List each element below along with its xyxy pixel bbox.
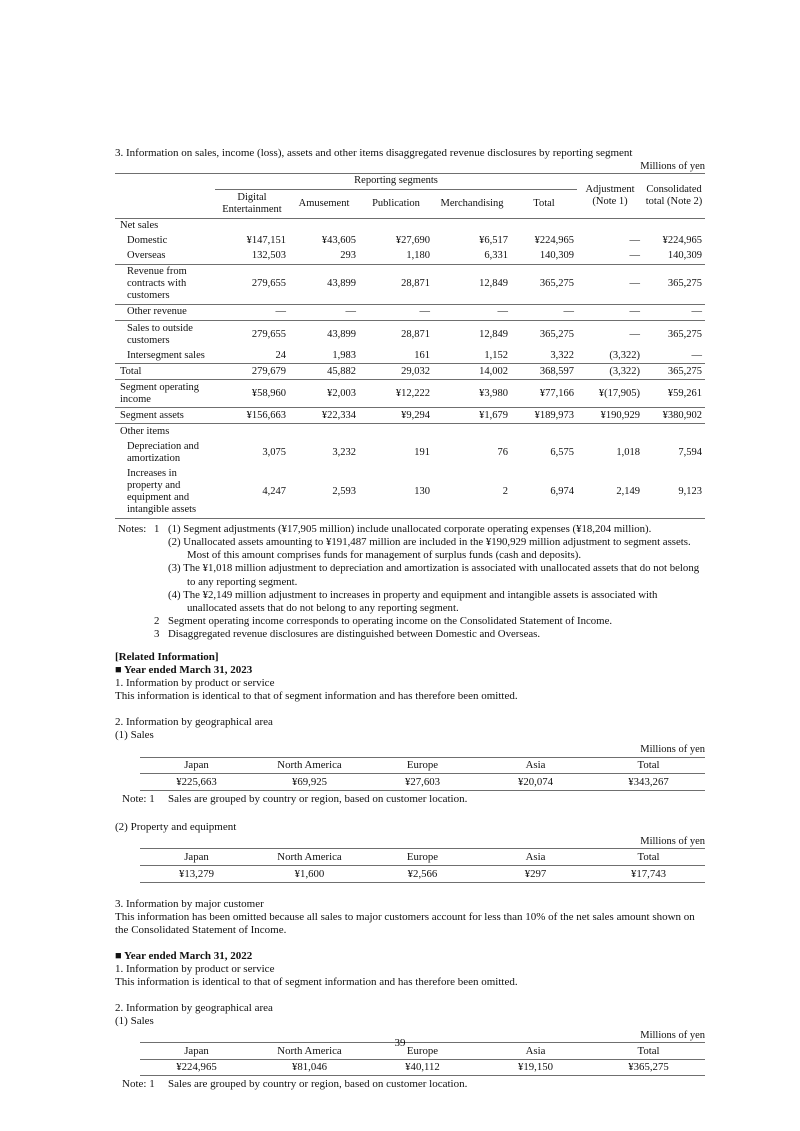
value-cell: 365,275 (643, 264, 705, 304)
value-cell: ¥147,151 (246, 235, 286, 247)
row-label: Segment operating income (115, 380, 215, 408)
geo-value-row (140, 1059, 705, 1076)
corner-cell (115, 174, 215, 218)
value-cell: ¥2,566 (366, 866, 479, 883)
value-cell: — (643, 304, 705, 320)
value-cell: ¥(17,905) (577, 380, 643, 408)
value-cell: ¥365,275 (592, 1059, 705, 1076)
value-cell: 14,002 (433, 364, 511, 380)
table-note (122, 1078, 705, 1091)
table-row-other-items (115, 424, 705, 440)
geo-header-row (140, 757, 705, 774)
column-header-north-america: North America (253, 1043, 366, 1060)
value-cell: 140,309 (643, 249, 705, 265)
table-row-overseas (115, 249, 705, 265)
column-header-europe: Europe (366, 757, 479, 774)
page-number: 39 (394, 1037, 406, 1049)
value-cell: ¥9,294 (359, 408, 433, 424)
fy2022-geographical-heading: 2. Information by geographical area (115, 1001, 273, 1014)
value-cell: 28,871 (401, 328, 430, 340)
value-cell: 365,275 (511, 264, 577, 304)
value-cell: 1,983 (289, 348, 359, 364)
note-text: Sales are grouped by country or region, based on customer location. (168, 793, 468, 806)
value-cell: 2 (433, 467, 511, 519)
fy2023-product-service-body: This information is identical to that of segment information and has therefore been omitted. (115, 690, 518, 703)
value-cell: 279,679 (215, 364, 289, 380)
value-cell: 24 (215, 348, 289, 364)
value-cell: (3,322) (577, 364, 643, 380)
table-row-total (115, 364, 705, 380)
value-cell: 29,032 (359, 364, 433, 380)
table-row-increases-in-property (115, 467, 705, 519)
row-label: Net sales (120, 220, 159, 232)
document-page (115, 147, 705, 1091)
unit-label: Millions of yen (640, 744, 705, 756)
fy2023-property-heading: (2) Property and equipment (115, 821, 237, 834)
column-header-total: Total (592, 849, 705, 866)
value-cell: — (577, 249, 643, 265)
section-title: 3. Information on sales, income (loss), assets and other items disaggregated revenue disclosures by reporting segment (115, 147, 633, 159)
column-header-digital-entertainment: Digital Entertainment (215, 190, 289, 219)
column-header-total: Total (592, 1043, 705, 1060)
value-cell: 1,018 (616, 447, 641, 459)
value-cell: ¥59,261 (643, 380, 705, 408)
fy2022-product-service-body: This information is identical to that of segment information and has therefore been omitted. (115, 975, 518, 988)
note-paragraph: (1) Segment adjustments (¥17,905 million) include unallocated corporate operating expenses (¥18,204 million). (168, 522, 652, 535)
value-cell: 43,899 (327, 328, 356, 340)
column-header-publication: Publication (359, 190, 433, 219)
adjustment-header: Adjustment (Note 1) (577, 174, 643, 218)
column-header-japan: Japan (140, 849, 253, 866)
value-cell: ¥58,960 (215, 380, 289, 408)
value-cell: 130 (359, 467, 433, 519)
note-text: Sales are grouped by country or region, based on customer location. (168, 1078, 468, 1091)
row-label: Intersegment sales (115, 348, 215, 364)
row-label: Depreciation and amortization (127, 441, 200, 465)
value-cell: ¥12,222 (359, 380, 433, 408)
value-cell: — (359, 304, 433, 320)
table-group-header-row (115, 174, 705, 190)
row-label: Total (115, 364, 215, 380)
table-row-net-sales (115, 218, 705, 234)
geo-header-row (140, 849, 705, 866)
value-cell: 9,123 (643, 467, 705, 519)
related-information-section (115, 651, 705, 1091)
value-cell: — (577, 264, 643, 304)
table-row-other-revenue (115, 304, 705, 320)
table-row-intersegment-sales (115, 348, 705, 364)
row-label: Other revenue (115, 304, 215, 320)
notes-block (118, 523, 705, 642)
value-cell: ¥1,600 (253, 866, 366, 883)
note-label: Note: 1 (122, 1078, 155, 1091)
fy2022-heading: ■ Year ended March 31, 2022 (115, 949, 253, 962)
value-cell: 1,152 (433, 348, 511, 364)
table-row-depreciation-amortization (115, 440, 705, 467)
column-header-asia: Asia (479, 1043, 592, 1060)
value-cell: ¥22,334 (289, 408, 359, 424)
value-cell: ¥77,166 (511, 380, 577, 408)
column-header-merchandising: Merchandising (433, 190, 511, 219)
value-cell: 365,275 (667, 328, 703, 340)
value-cell: — (289, 304, 359, 320)
value-cell: ¥224,965 (662, 235, 703, 247)
table-note (122, 793, 705, 806)
value-cell: ¥6,517 (479, 235, 508, 247)
unit-label: Millions of yen (640, 160, 705, 172)
reporting-segments-header: Reporting segments (215, 174, 577, 190)
value-cell: — (215, 304, 289, 320)
column-header-europe: Europe (366, 849, 479, 866)
note-number: 2 (154, 615, 160, 628)
value-cell: 1,180 (359, 249, 433, 265)
note-item (118, 523, 705, 615)
value-cell: ¥69,925 (253, 774, 366, 791)
notes-label: Notes: (118, 522, 147, 535)
value-cell: — (577, 304, 643, 320)
value-cell: — (433, 304, 511, 320)
value-cell: 132,503 (215, 249, 289, 265)
column-header-north-america: North America (253, 757, 366, 774)
fy2023-major-customer-body: This information has been omitted because all sales to major customers account for less than 10% of the net sales amount shown on the Consolidated Statement of Income. (115, 910, 695, 936)
row-label: Increases in property and equipment and intangible assets (115, 467, 215, 519)
fy2022-product-service-heading: 1. Information by product or service (115, 962, 275, 975)
row-label: Overseas (115, 249, 215, 265)
value-cell: ¥189,973 (511, 408, 577, 424)
value-cell: — (629, 328, 641, 340)
value-cell: 365,275 (539, 328, 575, 340)
value-cell: 7,594 (678, 447, 703, 459)
column-header-total: Total (511, 190, 577, 219)
note-paragraph: (3) The ¥1,018 million adjustment to depreciation and amortization is associated with unallocated assets that do not belong to any reporting segment. (168, 562, 700, 588)
value-cell: 279,655 (215, 264, 289, 304)
value-cell: ¥1,679 (433, 408, 511, 424)
note-label: Note: 1 (122, 793, 155, 806)
geo-value-row (140, 774, 705, 791)
value-cell: 43,899 (289, 264, 359, 304)
note-paragraph: Segment operating income corresponds to operating income on the Consolidated Statement of Income. (168, 615, 613, 628)
column-header-amusement: Amusement (289, 190, 359, 219)
consolidated-total-header: Consolidated total (Note 2) (643, 174, 705, 218)
table-row-sales-to-outside-customers (115, 321, 705, 349)
value-cell: (3,322) (577, 348, 643, 364)
value-cell: ¥27,690 (395, 235, 430, 247)
value-cell: ¥224,965 (534, 235, 575, 247)
column-header-total: Total (592, 757, 705, 774)
value-cell: 3,322 (511, 348, 577, 364)
value-cell: 6,974 (511, 467, 577, 519)
fy2023-sales-heading: (1) Sales (115, 729, 154, 742)
note-number: 3 (154, 628, 160, 641)
column-header-asia: Asia (479, 849, 592, 866)
column-header-europe: Europe (366, 1043, 479, 1060)
table-row-revenue-from-contracts (115, 264, 705, 304)
value-cell: 140,309 (511, 249, 577, 265)
value-cell: 28,871 (359, 264, 433, 304)
value-cell: ¥20,074 (479, 774, 592, 791)
value-cell: ¥81,046 (253, 1059, 366, 1076)
unit-label: Millions of yen (640, 836, 705, 848)
value-cell: 368,597 (511, 364, 577, 380)
value-cell: 365,275 (643, 364, 705, 380)
value-cell: ¥380,902 (643, 408, 705, 424)
row-label: Sales to outside customers (127, 322, 193, 346)
value-cell: ¥297 (479, 866, 592, 883)
value-cell: 2,149 (577, 467, 643, 519)
value-cell: — (511, 304, 577, 320)
value-cell: ¥40,112 (366, 1059, 479, 1076)
value-cell: 293 (289, 249, 359, 265)
value-cell: — (643, 348, 705, 364)
value-cell: 161 (359, 348, 433, 364)
related-information-heading: [Related Information] (115, 651, 219, 664)
value-cell: — (629, 235, 641, 247)
table-row-segment-assets (115, 408, 705, 424)
value-cell: ¥190,929 (577, 408, 643, 424)
value-cell: 45,882 (289, 364, 359, 380)
fy2023-major-customer-heading: 3. Information by major customer (115, 897, 264, 910)
row-label: Segment assets (115, 408, 215, 424)
geo-sales-table-2023 (140, 757, 705, 791)
row-label: Domestic (127, 235, 168, 247)
value-cell: ¥343,267 (592, 774, 705, 791)
column-header-japan: Japan (140, 757, 253, 774)
geo-value-row (140, 866, 705, 883)
value-cell: 191 (414, 447, 430, 459)
value-cell: ¥156,663 (215, 408, 289, 424)
column-header-north-america: North America (253, 849, 366, 866)
value-cell: 6,575 (550, 447, 575, 459)
note-number: 1 (154, 522, 160, 535)
value-cell: 12,849 (479, 328, 508, 340)
value-cell: ¥224,965 (140, 1059, 253, 1076)
value-cell: ¥17,743 (592, 866, 705, 883)
table-row-domestic (115, 234, 705, 249)
fy2023-geographical-heading: 2. Information by geographical area (115, 716, 273, 729)
column-header-japan: Japan (140, 1043, 253, 1060)
note-item (118, 628, 705, 641)
fy2022-sales-heading: (1) Sales (115, 1014, 154, 1027)
value-cell: 76 (497, 447, 508, 459)
note-paragraph: (2) Unallocated assets amounting to ¥191,487 million are included in the ¥190,929 million adjustment to segment assets. Most of this amount comprises funds for management of surplus funds (cash and deposits). (168, 536, 691, 562)
table-row-segment-operating-income (115, 380, 705, 408)
value-cell: ¥225,663 (140, 774, 253, 791)
note-paragraph: (4) The ¥2,149 million adjustment to increases in property and equipment and intangible assets is associated with unallocated assets that do not belong to any reporting segment. (168, 588, 658, 614)
note-body (168, 523, 705, 615)
value-cell: 6,331 (433, 249, 511, 265)
value-cell: ¥43,605 (321, 235, 356, 247)
note-item (118, 615, 705, 628)
row-label: Revenue from contracts with customers (115, 264, 215, 304)
value-cell: 3,232 (332, 447, 356, 459)
fy2023-product-service-heading: 1. Information by product or service (115, 677, 275, 690)
row-label: Other items (120, 425, 170, 437)
value-cell: 4,247 (215, 467, 289, 519)
value-cell: ¥19,150 (479, 1059, 592, 1076)
note-paragraph: Disaggregated revenue disclosures are distinguished between Domestic and Overseas. (168, 628, 541, 641)
geo-property-table-2023 (140, 848, 705, 882)
column-header-asia: Asia (479, 757, 592, 774)
value-cell: 3,075 (262, 447, 286, 459)
value-cell: 2,593 (289, 467, 359, 519)
value-cell: ¥2,003 (289, 380, 359, 408)
fy2023-heading: ■ Year ended March 31, 2023 (115, 664, 253, 677)
value-cell: ¥13,279 (140, 866, 253, 883)
value-cell: 279,655 (251, 328, 286, 340)
value-cell: ¥27,603 (366, 774, 479, 791)
segment-table (115, 173, 705, 519)
value-cell: 12,849 (433, 264, 511, 304)
unit-label: Millions of yen (640, 1029, 705, 1041)
value-cell: ¥3,980 (433, 380, 511, 408)
